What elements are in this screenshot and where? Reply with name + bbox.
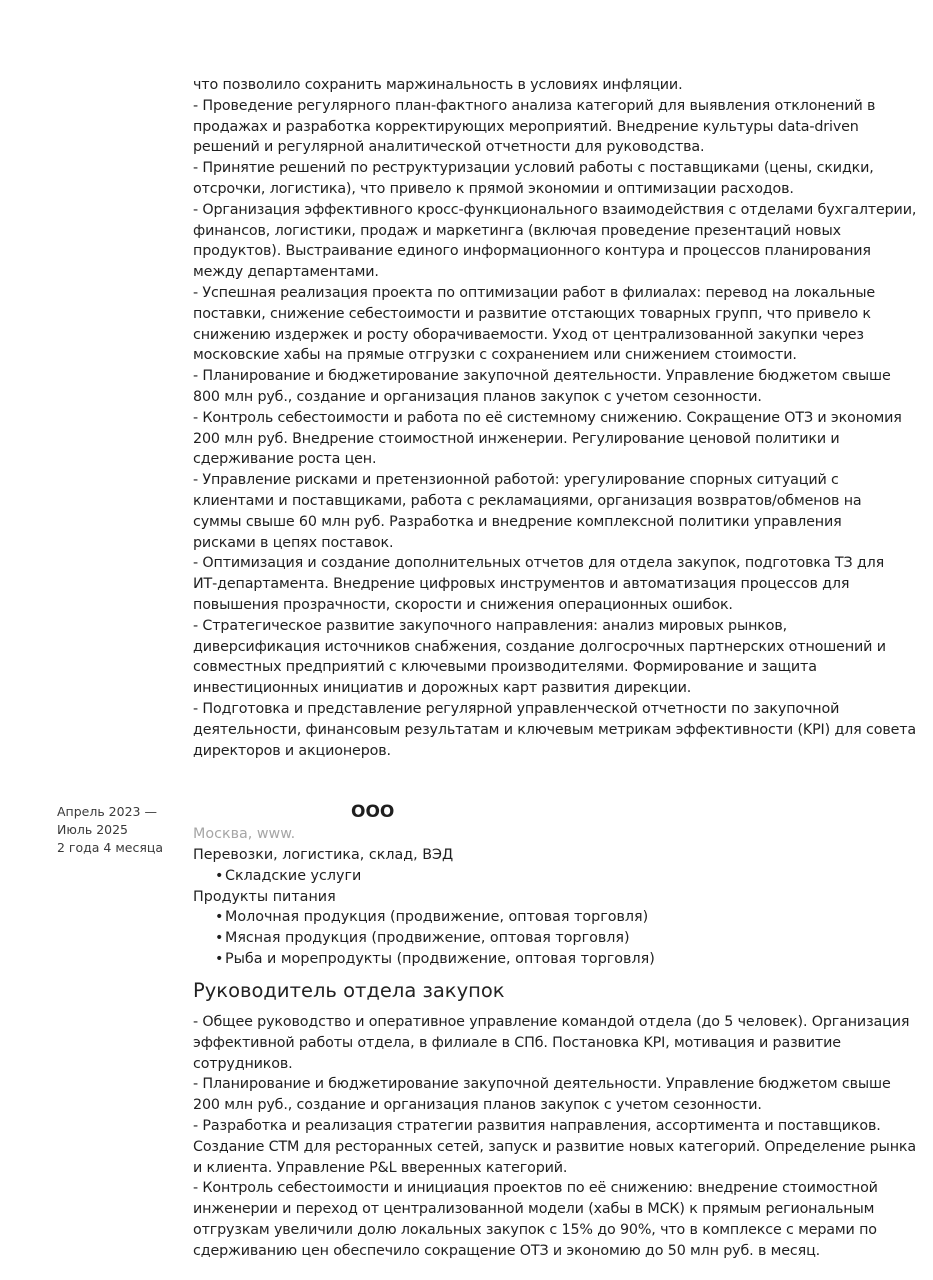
industry-item <box>193 866 655 887</box>
text-line: - Контроль себестоимости и работа по её системному снижению. Сокращение ОТЗ и экономия <box>193 409 902 426</box>
company-location: Москва, www. <box>193 826 296 842</box>
text-line: повышения прозрачности, скорости и снижения операционных ошибок. <box>193 596 733 613</box>
text-line: 800 млн руб., создание и организация планов закупок с учетом сезонности. <box>193 388 762 405</box>
period-duration: 2 года 4 месяца <box>57 840 164 855</box>
text-line: продажах и разработка корректирующих мероприятий. Внедрение культуры data-driven <box>193 118 859 135</box>
text-line: рисками в цепях поставок. <box>193 534 394 551</box>
text-line: - Общее руководство и оперативное управление командой отдела (до 5 человек). Организация <box>193 1014 910 1030</box>
text-line: суммы свыше 60 млн руб. Разработка и внедрение комплексной политики управления <box>193 513 842 530</box>
text-line: сотрудников. <box>193 1055 293 1072</box>
text-line: - Организация эффективного кросс-функционального взаимодействия с отделами бухгалтерии, <box>193 201 917 218</box>
text-line: - Проведение регулярного план-фактного анализа категорий для выявления отклонений в <box>193 97 876 114</box>
text-line: - Разработка и реализация стратегии развития направления, ассортимента и поставщиков. <box>193 1117 881 1134</box>
text-line: что позволило сохранить маржинальность в условиях инфляции. <box>193 77 683 93</box>
text-line: московские хабы на прямые отгрузки с сохранением или снижением стоимости. <box>193 347 797 364</box>
bullet-icon: • <box>215 867 224 884</box>
text-line: и клиента. Управление P&L вверенных категорий. <box>193 1159 568 1176</box>
text-line: - Оптимизация и создание дополнительных отчетов для отдела закупок, подготовка ТЗ для <box>193 555 885 572</box>
text-line: совместных предприятий с ключевыми производителями. Формирование и защита <box>193 659 817 676</box>
text-line: финансов, логистики, продаж и маркетинга (включая проведение презентаций новых <box>193 222 841 239</box>
text-line: ИТ-департамента. Внедрение цифровых инструментов и автоматизация процессов для <box>193 576 850 593</box>
industry-item <box>193 907 655 928</box>
text-line: - Стратегическое развитие закупочного направления: анализ мировых рынков, <box>193 617 788 634</box>
bullet-icon: • <box>215 950 224 967</box>
text-line: диверсификация источников снабжения, создание долгосрочных партнерских отношений и <box>193 638 886 655</box>
text-line: - Планирование и бюджетирование закупочной деятельности. Управление бюджетом свыше <box>193 368 891 385</box>
period-end: Июль 2025 <box>57 822 129 837</box>
text-line: отсрочки, логистика), что привело к прямой экономии и оптимизации расходов. <box>193 180 794 197</box>
text-line: клиентами и поставщиками, работа с рекламациями, организация возвратов/обменов на <box>193 492 862 509</box>
text-line: - Подготовка и представление регулярной управленческой отчетности по закупочной <box>193 700 840 717</box>
job-title: Руководитель отдела закупок <box>193 979 505 1002</box>
industry-item <box>193 928 655 949</box>
text-line: Создание СТМ для ресторанных сетей, запуск и развитие новых категорий. Определение рынка <box>193 1138 916 1155</box>
company-industries <box>193 845 655 970</box>
text-line: деятельности, финансовым результатам и ключевым метрикам эффективности (KPI) для совета <box>193 721 917 738</box>
text-line: сдерживанию цен обеспечило сокращение ОТЗ и экономию до 50 млн руб. в месяц. <box>193 1242 821 1259</box>
industry-item-label: Рыба и морепродукты (продвижение, оптовая торговля) <box>225 950 655 967</box>
text-line: - Управление рисками и претензионной работой: урегулирование спорных ситуаций с <box>193 472 839 489</box>
employment-period <box>57 803 163 857</box>
text-line: инженерии и переход от централизованной модели (хабы в МСК) к прямым региональным <box>193 1201 875 1218</box>
text-line: решений и регулярной аналитической отчетности для руководства. <box>193 139 705 156</box>
text-line: сдерживание роста цен. <box>193 451 377 468</box>
text-line: 200 млн руб., создание и организация планов закупок с учетом сезонности. <box>193 1097 762 1114</box>
text-line: - Принятие решений по реструктуризации условий работы с поставщиками (цены, скидки, <box>193 160 874 177</box>
text-line: инвестиционных инициатив и дорожных карт развития дирекции. <box>193 680 692 697</box>
industry-item <box>193 949 655 970</box>
text-line: отгрузкам увеличили долю локальных закупок с 15% до 90%, что в комплексе с мерами по <box>193 1221 877 1238</box>
bullet-icon: • <box>215 909 224 926</box>
period-start: Апрель 2023 — <box>57 804 157 819</box>
text-line: - Успешная реализация проекта по оптимизации работ в филиалах: перевод на локальные <box>193 284 876 301</box>
text-line: - Планирование и бюджетирование закупочной деятельности. Управление бюджетом свыше <box>193 1076 891 1093</box>
text-line: 200 млн руб. Внедрение стоимостной инженерии. Регулирование ценовой политики и <box>193 430 840 447</box>
industry-category: Продукты питания <box>193 888 336 905</box>
text-line: директоров и акционеров. <box>193 742 391 759</box>
industry-item-label: Мясная продукция (продвижение, оптовая торговля) <box>225 930 630 947</box>
text-line: продуктов). Выстраивание единого информационного контура и процессов планирования <box>193 243 871 260</box>
industry-item-label: Складские услуги <box>225 867 362 884</box>
text-line: эффективной работы отдела, в филиале в СПб. Постановка KPI, мотивация и развитие <box>193 1034 841 1051</box>
text-line: - Контроль себестоимости и инициация проектов по её снижению: внедрение стоимостной <box>193 1180 878 1197</box>
industry-category: Перевозки, логистика, склад, ВЭД <box>193 847 454 863</box>
industry-item-label: Молочная продукция (продвижение, оптовая торговля) <box>225 909 649 926</box>
previous-job-description <box>193 75 916 761</box>
company-name: ООО <box>351 802 395 822</box>
text-line: снижению издержек и росту оборачиваемости. Уход от централизованной закупки через <box>193 326 864 343</box>
job-description <box>193 1012 916 1262</box>
text-line: между департаментами. <box>193 264 379 281</box>
text-line: поставки, снижение себестоимости и развитие отстающих товарных групп, что привело к <box>193 305 871 322</box>
bullet-icon: • <box>215 930 224 947</box>
